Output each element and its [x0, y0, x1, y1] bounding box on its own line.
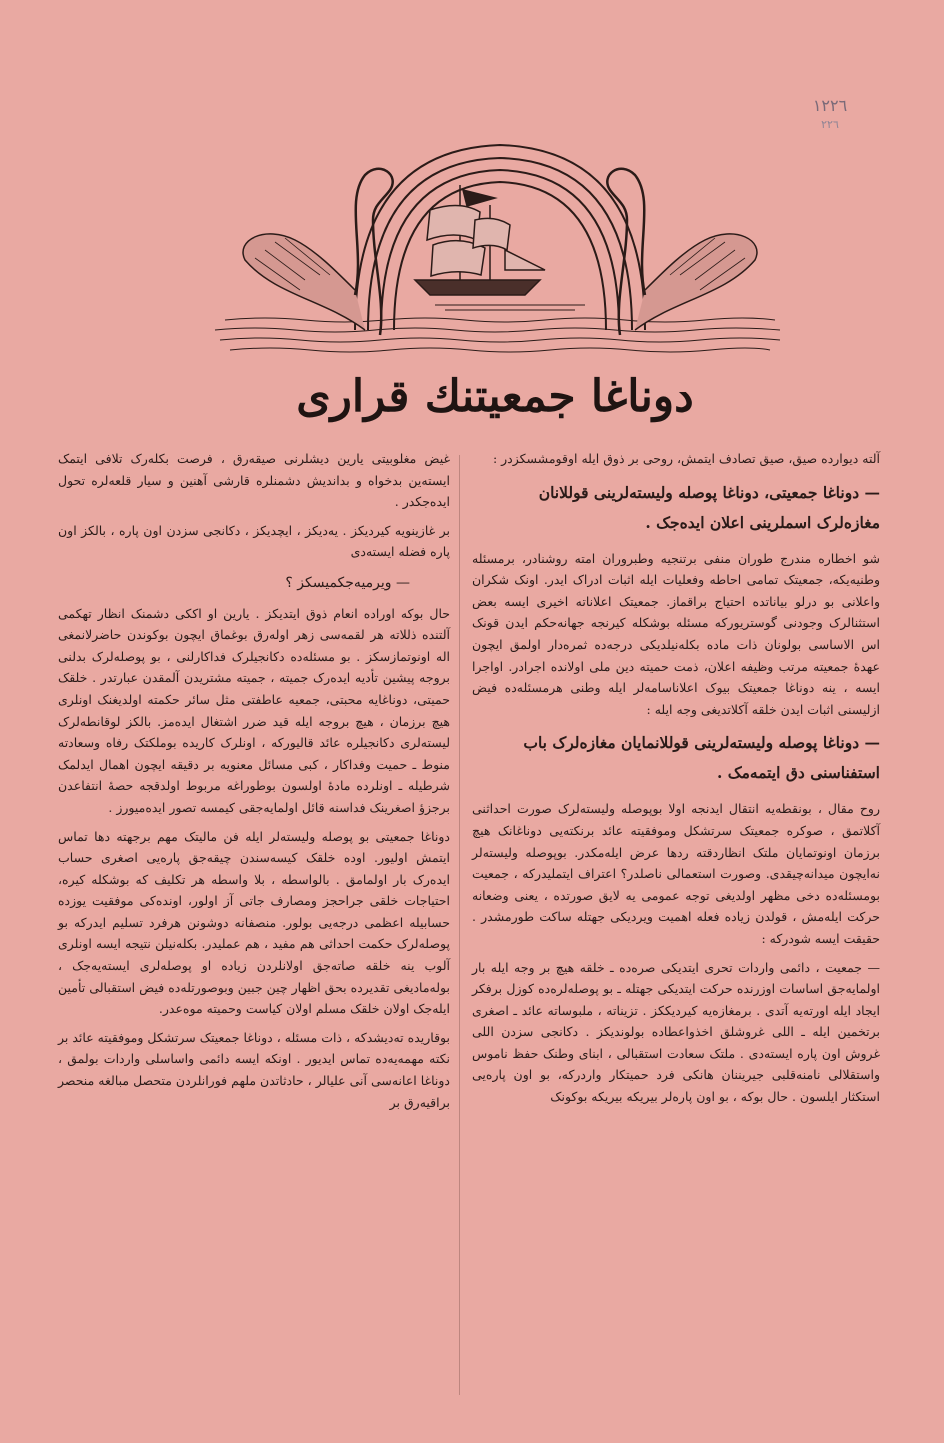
page-number: ١٢٢٦	[812, 96, 848, 115]
emphasis-line: — دوناغا پوصلە ولیستەلرینی قوللانمایان مغازەلرک باب استفناسنی دق ایتمەمک .	[523, 733, 880, 783]
paragraph: دوناغا جمعیتی بو پوصلە ولیستەلر ایلە فن مالیتک مهم برجهتە دها تماس ایتمش اولیور. اودە خلقک کیسەسندن چیقەجق پارەیی اصغری حساب ایدەرک بار اولمامق . بالواسطە ، بلا واسطە هر تکلیف کە بوشکلە کیرە، احتیاجات خلقی جراحجز ومصارف جاتی آز اولور، اوندەکی موفقیت یوزدە حسابیلە اعظمی درجەیی بولور. منصفانە دوشونن هرفرد تسلیم ایدرکە بو پوصلەلرک حکمت احداثی هم مفید ، هم عملیدر. بکلەنیلن نتیجە ایسە اونلری آلوب ینە خلقە صاتەجق اولانلردن زیادە او پوصلەلری ایستەیەجک ، بولەمادیغی تقدیردە بحق اظهار چین جبین وبوصورتلەدە فیض استقبالی تأمین ایلەجک اولان خلقک مسلم اولان کیاست وحمیتە موەعدر.	[58, 828, 450, 1017]
right-column	[472, 448, 880, 1115]
header-illustration	[205, 130, 785, 365]
column-divider	[459, 455, 460, 1395]
question-line: — ویرمیەجکمیسکز ؟	[285, 574, 410, 591]
paragraph: بوقاریدە تەدیشدکە ، ذات مسئلە ، دوناغا جمعیتک سرتشکل وموفقیتە عائد بر نکتە مهمەیەدە تماس ایدیور . اونکە ایسە دائمی واساسلی واردات بولمق ، دوناغا اعانەسی آنی علیالر ، حادثاتدن ملهم فورانلردن متحصل مبالغە منحصر براقیەرق بر	[58, 1029, 450, 1110]
emphasis-line: — دوناغا جمعیتی، دوناغا پوصلە ولیستەلرینی قوللانان مغازەلرک اسملرینی اعلان ایدەجک .	[538, 482, 880, 532]
paragraph: غیض مغلوبیتی یارین دیشلرنی صیقەرق ، فرصت بکلەرک تلافی ایتمک ایستەین بدخواە و بداندیش دشمنلرە قارشی آهنین و سیار قلعەلرە تحول ایدەجکدر .	[58, 451, 450, 510]
paragraph: آلتە دیواردە صیق، صیق تصادف ایتمش، روحی بر ذوق ایلە اوقومشسکزدر :	[492, 451, 880, 466]
paragraph: — جمعیت ، دائمی واردات تحری ایتدیکی صرەدە ـ خلقە هیچ بر وجە ایلە بار اولمایەجق اساسات اوزرندە حرکت ایتدیکی جهتلە ـ بو پوصلەلرەدە کوزل برفکر ایجاد ایلە اورتەیە آتدی . برمغازەیە کیردیککز . تزیناتە ، ملبوساتە عائد ـ اصغری برتخمین ایلە ـ اللی غروشلق اخذواعطادە بولوندیکز . دکانجی سزدن اللی غروش اون پارە ایستەدی . ملتک سعادت استقبالی ، ابنای وطنک حفظ ناموس واستقلالی نامنەقلبی جیریننان هانکی فرد حمیتکار واردرکە، بو اون پارەیی استکثار ایلسون . حال بوکە ، بو اون پارەلر بیریکە بیریکە بوکونک	[472, 959, 880, 1105]
swan-left-icon	[243, 169, 393, 335]
left-column	[58, 448, 450, 1120]
paragraph: بر غازینویە کیردیکز . یەدیکز ، ایچدیکز ، دکانجی سزدن اون پارە ، بالکز اون پارە فضلە ایستەدی	[58, 522, 450, 560]
page-title: دوناغا جمعيتنك قرارى	[296, 371, 694, 422]
paragraph: شو اخطارە مندرج طوران منفی برتنجیە وطبروران امتە روشنادر، برمسئلە وطنیەیکە، جمعیتک تمامی احاطە وفعلیات ایلە اثبات ادراک ایدر. اونک شکران واعلانی بو درلو بیاناتدە احتیاج براقماز. جمعیتک اعلاناتە اخیری ایسە بعض استثنالرک وجودنی گوستریورکە مسئلە بوشکلە کیرنجە جهانەحکم ایدن قونک اس الاساسی بولونان ذات مادە بکلەنیلدیکی درجەدە ثمرەدار اولمق ایچون عهدهٔ جمعیتە مرتب وظیفە اعلان، ذمت حمیتە دین ملی اولاندە اجرادر. اواجرا ایسە ، ینە دوناغا جمعیتک بیوک اعلاناسامەلر ایلە وطنی هرمسئلەدە فیض ازلیسنی اثبات ایدن خلقە آکلاتدیغی وجە ایلە :	[472, 550, 880, 717]
swan-right-icon	[607, 169, 757, 335]
paragraph: حال بوکە اورادە انعام ذوق ایتدیکز . یارین او اککی دشمنک انظار تهکمی آلتندە ذللاتە هر لقمەسی زهر اولەرق بوغماق ایچون بوکوندن حاضرلانمغی الە اونوتمازسکز . بو مسئلەدە دکانجیلرک فداکارلنی ، بو پوصلەلرک بدلنی بروجە پیشین تأدیە ایدەرک جمیتە ، جمیتە مشتریدن آلمقدن عبارتدر . خلقک حمیتی، دوناغایە محبتی، جمعیە عاطفتی مثل سائر حکمتە اولدیغنک اونلری هیچ برزمان ، هیچ بروجە ایلە قید ضرر اشتغال ایدەمز. بالکز لوقانطەلرک لیستەلری دکانجیلرە عائد قالیورکە ، اونلرک کاریدە بوملکتک رفاە وسعادتە منوط ـ حمیت وفداکار ، کبی مسائل معنویە بر دقیقە ایچون اهمال ایدلمک شرطیلە ـ اونلردە مادهٔ اولسون بوطوراغە مربوط اولدقجە حصهٔ انتفاعدن برجزؤ اصغرینک فداسنە قائل اولمایەجقی کیمسە تصور ایدەمیورز .	[58, 605, 450, 815]
paragraph: روح مقال ، بونقطەیە انتقال ایدنجە اولا بوپوصلە ولیستەلرک صورت احداثنی آکلاتمق ، صوکرە جمعیتک سرتشکل وموفقیتە عائد برنکتەیی دوناغانک هیچ برزمان اونوتمایان ملتک انظاردقتە ردها عرض ایلەمکدر. بوپوصلە ولیستەلر نەایچون میدانەچیقدی. وصورت استعمالی ناصلدر؟ اعتراف ایتملیدرکە ، جمعیت بومسئلەدە دخی مظهر اولدیغی توجە عمومی یە لایق صورتدە ، یعنی وضعانە حرکت ایلەمش ، قولدن زیادە فعلە اهمیت ویردیکی جهتلە ساکت طورمشدر . حقیقت ایسە شودرکە :	[472, 801, 880, 946]
ship-icon	[415, 185, 545, 295]
sea-waves	[215, 305, 780, 352]
page-number-faint: ٢٢٦	[821, 118, 839, 131]
